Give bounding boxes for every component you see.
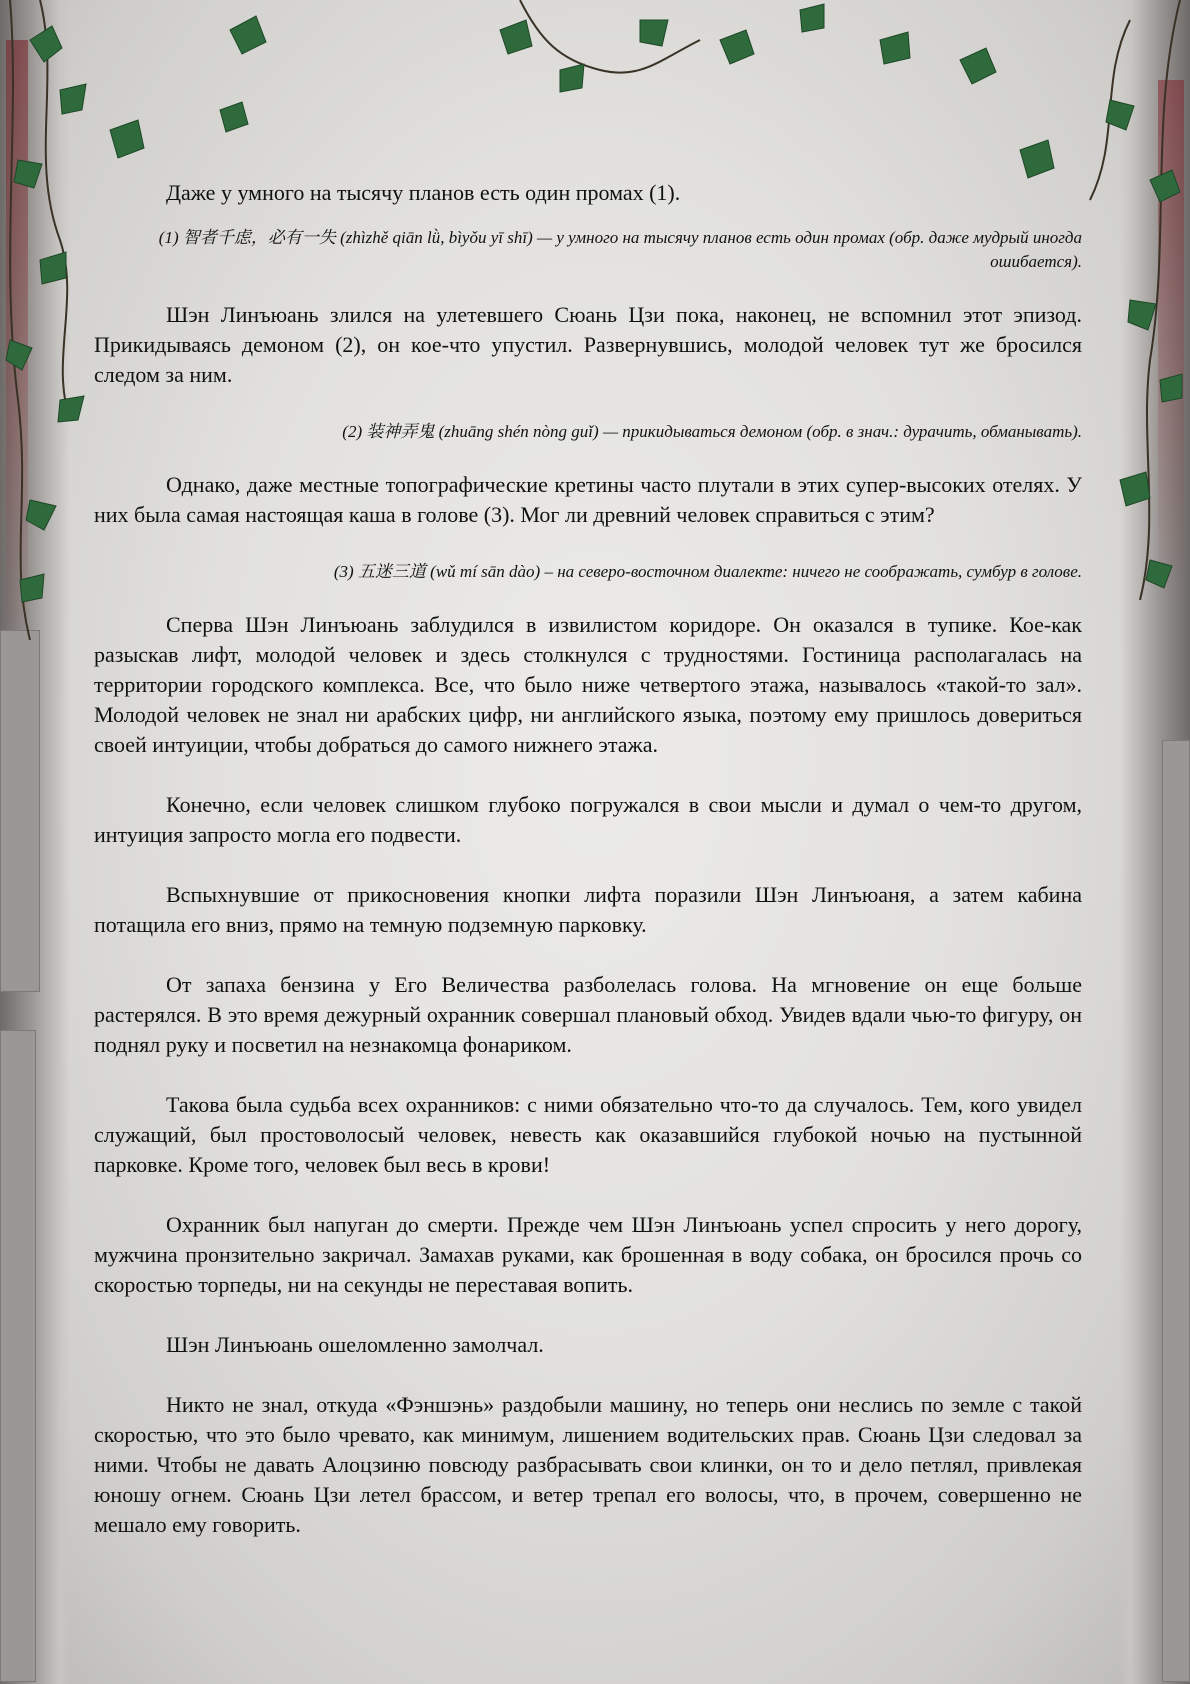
paragraph: Однако, даже местные топографические кретины часто плутали в этих супер-высоких отелях. У них была самая настоящая каша в голове (3). Мог ли древний человек справиться с этим?	[94, 472, 1082, 527]
blood-stain-left	[6, 40, 28, 660]
paragraph: Шэн Линъюань ошеломленно замолчал.	[166, 1332, 544, 1357]
paragraph: От запаха бензина у Его Величества разболелась голова. На мгновение он еще больше растерялся. В это время дежурный охранник совершал плановый обход. Увидев вдали чью-то фигуру, он поднял руку и посветил на незнакомца фонариком.	[94, 972, 1082, 1057]
paragraph: Никто не знал, откуда «Фэншэнь» раздобыли машину, но теперь они неслись по земле с такой скоростью, что это было чревато, как минимум, лишением водительских прав. Сюань Цзи следовал за ними. Чтобы не давать Алоцзиню повсюду разбрасывать свои клинки, он то и дело петлял, привлекая юношу огнем. Сюань Цзи летел брассом, и ветер трепал его волосы, что, в прочем, совершенно не мешало ему говорить.	[94, 1392, 1082, 1537]
blood-stain-right	[1158, 80, 1184, 600]
stone-block-left-upper	[0, 630, 40, 992]
document-body	[94, 178, 1082, 1570]
stone-block-left-lower	[0, 1030, 36, 1682]
paragraph: Конечно, если человек слишком глубоко погружался в свои мысли и думал о чем-то другом, интуиция запросто могла его подвести.	[94, 792, 1082, 847]
paragraph: Сперва Шэн Линъюань заблудился в извилистом коридоре. Он оказался в тупике. Кое-как разыскав лифт, молодой человек и здесь столкнулся с трудностями. Гостиница располагалась на территории городского комплекса. Все, что было ниже четвертого этажа, называлось «такой-то зал». Молодой человек не знал ни арабских цифр, ни английского языка, поэтому ему пришлось довериться своей интуиции, чтобы добраться до самого нижнего этажа.	[94, 612, 1082, 757]
paragraph: Такова была судьба всех охранников: с ними обязательно что-то да случалось. Тем, кого увидел служащий, был простоволосый человек, невесть как оказавшийся глубокой ночью на пустынной парковке. Кроме того, человек был весь в крови!	[94, 1092, 1082, 1177]
paragraph: Шэн Линъюань злился на улетевшего Сюань Цзи пока, наконец, не вспомнил этот эпизод. Прикидываясь демоном (2), он кое-что упустил. Развернувшись, молодой человек тут же бросился следом за ним.	[94, 302, 1082, 387]
footnote: (1) 智者千虑，必有一失 (zhìzhě qiān lǜ, bìyǒu yī shī) — у умного на тысячу планов есть один промах (обр. даже мудрый иногда ошибается).	[158, 228, 1082, 271]
stone-block-right	[1162, 740, 1190, 1682]
paragraph: Вспыхнувшие от прикосновения кнопки лифта поразили Шэн Линъюаня, а затем кабина потащила его вниз, прямо на темную подземную парковку.	[94, 882, 1082, 937]
footnote: (3) 五迷三道 (wǔ mí sān dào) – на северо-восточном диалекте: ничего не соображать, сумбур в голове.	[333, 562, 1082, 581]
paragraph: Охранник был напуган до смерти. Прежде чем Шэн Линъюань успел спросить у него дорогу, мужчина пронзительно закричал. Замахав руками, как брошенная в воду собака, он бросился прочь со скоростью торпеды, ни на секунды не переставая вопить.	[94, 1212, 1082, 1297]
footnote: (2) 装神弄鬼 (zhuāng shén nòng guǐ) — прикидываться демоном (обр. в знач.: дурачить, обманывать).	[342, 422, 1082, 441]
paragraph: Даже у умного на тысячу планов есть один промах (1).	[166, 180, 681, 205]
